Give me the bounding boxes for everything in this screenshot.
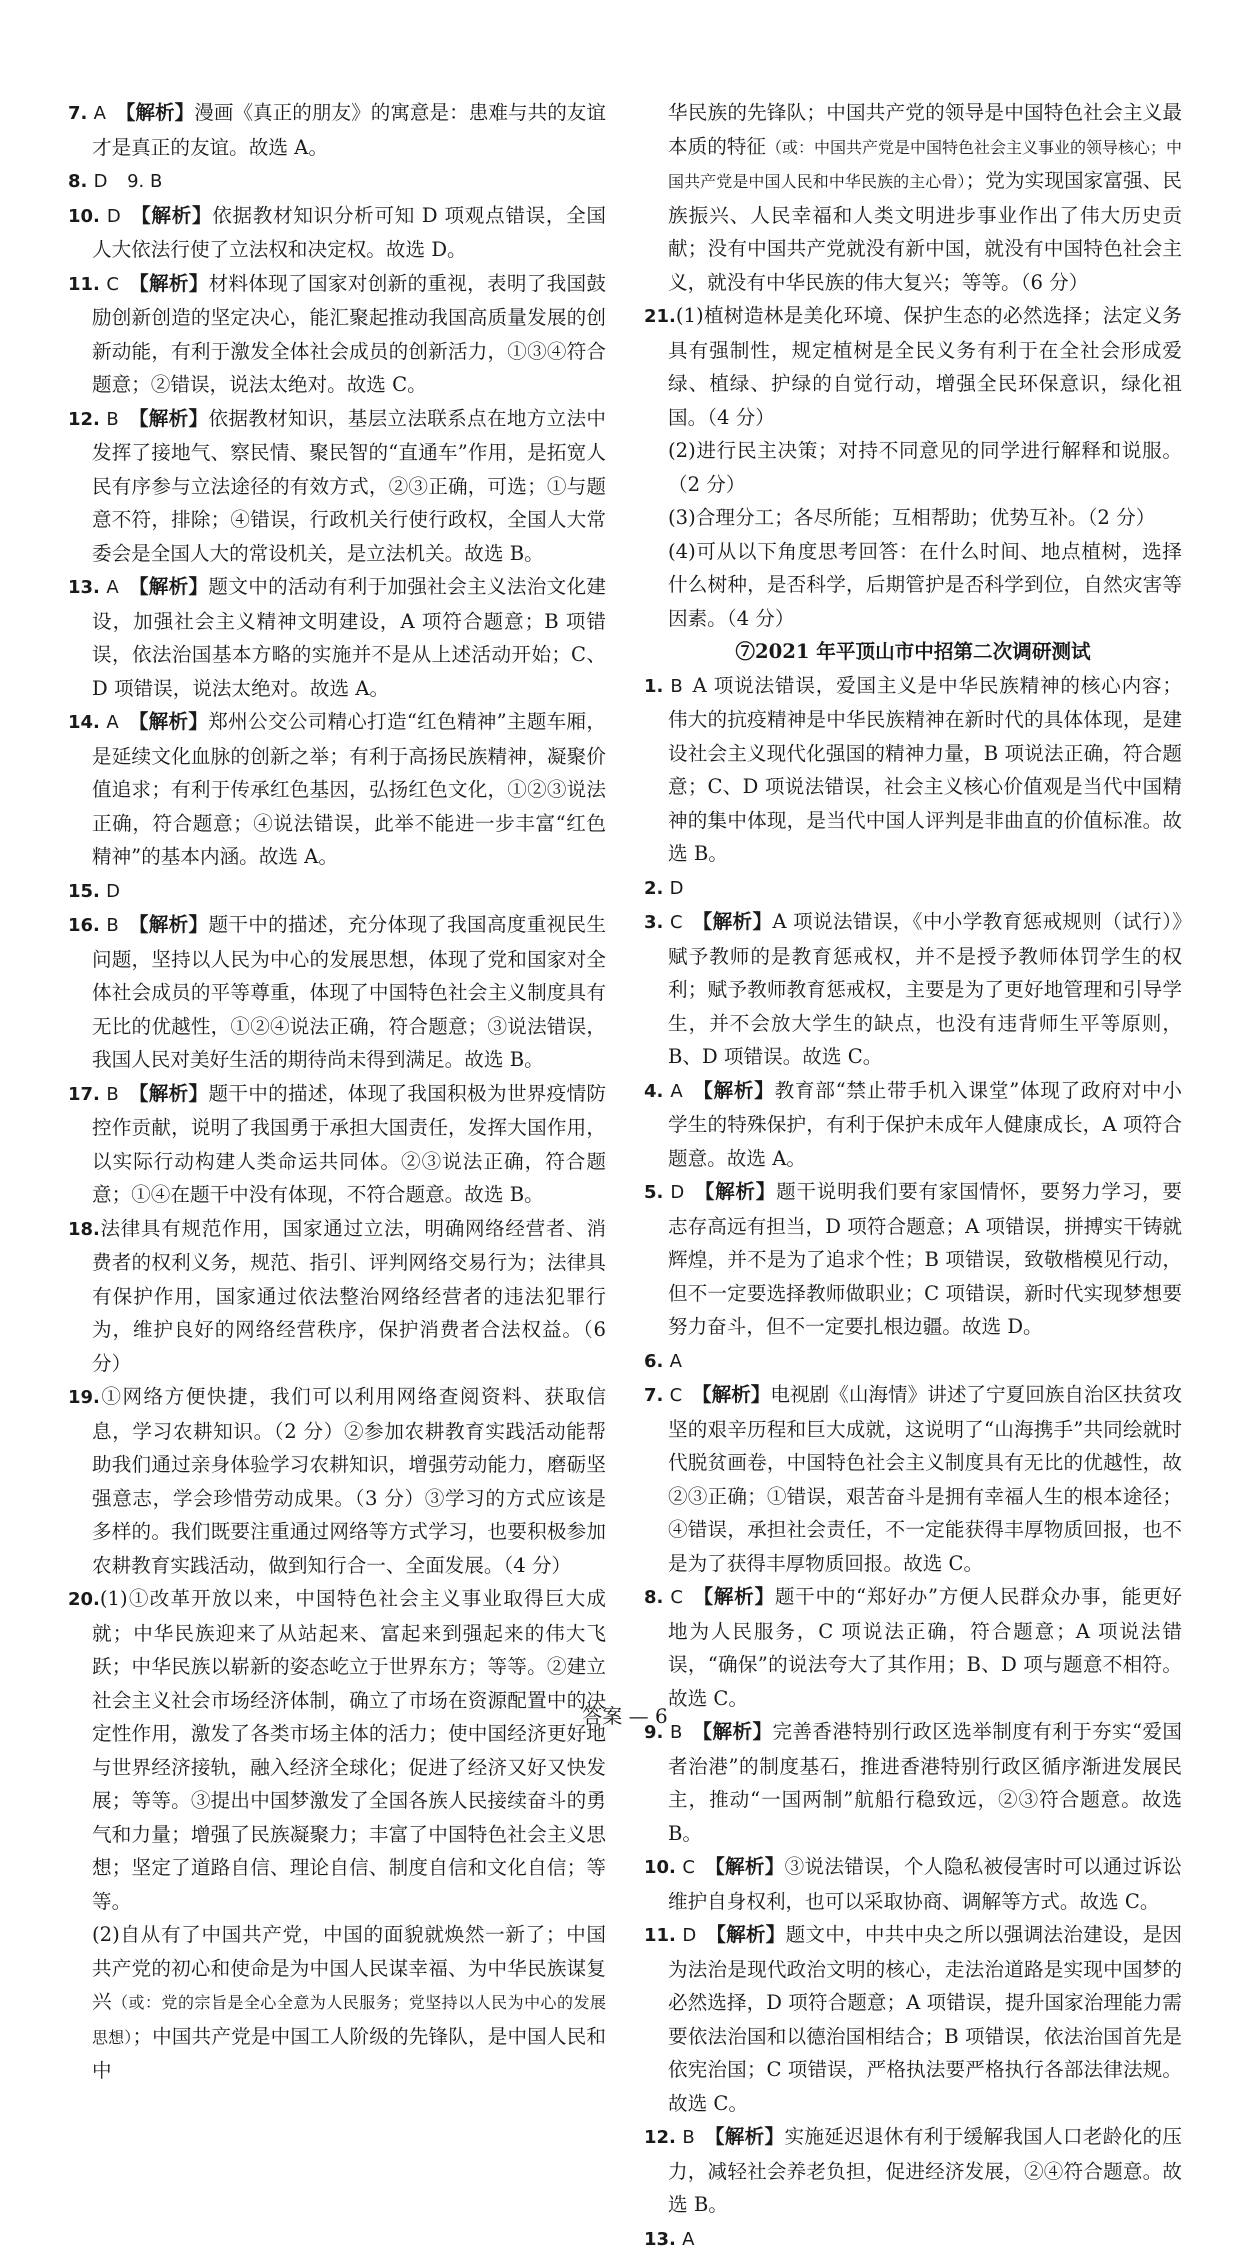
answer-sub-paragraph	[68, 1918, 606, 2088]
item-text: 电视剧《山海情》讲述了宁夏回族自治区扶贫攻坚的艰辛历程和巨大成就，这说明了“山海携手”共同绘就时代脱贫画卷，中国特色社会主义制度具有无比的优越性，故②③正确；①错误，艰苦奋斗是拥有幸福人生的根本途径；④错误，承担社会责任，不一定能获得丰厚物质回报，也不是为了获得丰厚物质回报。故选 C。	[668, 1383, 1182, 1575]
sub-rest: ；中国共产党是中国工人阶级的先锋队，是中国人民和中	[92, 2025, 606, 2083]
item-answer: D	[94, 171, 108, 192]
item-answer: C	[682, 1857, 695, 1878]
item-number: 7.	[68, 103, 87, 124]
item-text: A 项说法错误，《中小学教育惩戒规则（试行）》赋予教师的是教育惩戒权，并不是授予教师体罚学生的权利；赋予教师教育惩戒权，主要是为了更好地管理和引导学生，并不会放大学生的缺点，也没有违背师生平等原则，B、D 项错误。故选 C。	[668, 910, 1182, 1068]
analysis-tag: 【解析】	[130, 204, 212, 227]
item-text: (1)①改革开放以来，中国特色社会主义事业取得巨大成就；中华民族迎来了从站起来、富起来到强起来的伟大飞跃；中华民族以崭新的姿态屹立于世界东方；等等。②建立社会主义社会市场经济体制，确立了市场在资源配置中的决定性作用，激发了各类市场主体的活力；使中国经济更好地与世界经济接轨，融入经济全球化；促进了经济又好又快发展；等等。③提出中国梦激发了全国各族人民接续奋斗的勇气和力量；增强了民族凝聚力；丰富了中国特色社会主义思想；坚定了道路自信、理论自信、制度自信和文化自信；等等。	[92, 1587, 606, 1913]
item-text: 题文中，中共中央之所以强调法治建设，是因为法治是现代政治文明的核心，走法治道路是实现中国梦的必然选择，D 项符合题意；A 项错误，提升国家治理能力需要依法治国和以德治国相结合；B 项错误，依法治国首先是依宪治国；C 项错误，严格执法要严格执行各部法律法规。故选 C。	[668, 1923, 1182, 2115]
item-number: 20.	[68, 1589, 100, 1610]
item-text: 完善香港特别行政区选举制度有利于夯实“爱国者治港”的制度基石，推进香港特别行政区循序渐进发展民主，推动“一国两制”航船行稳致远，②③符合题意。故选 B。	[668, 1720, 1182, 1845]
answer-sub-paragraph	[644, 501, 1182, 535]
item-number: 13.	[644, 2229, 676, 2250]
item-answer: A	[670, 1081, 682, 1102]
answer-item	[644, 2120, 1182, 2222]
item-answer: A	[106, 712, 118, 733]
answer-item	[68, 908, 606, 1077]
answer-item	[644, 871, 1182, 906]
item-number: 8.	[644, 1587, 663, 1608]
item-text: 教育部“禁止带手机入课堂”体现了政府对中小学生的特殊保护，有利于保护未成年人健康成长，A 项符合题意。故选 A。	[668, 1079, 1182, 1170]
item-number: 10.	[644, 1857, 676, 1878]
item-text: 实施延迟退休有利于缓解我国人口老龄化的压力，减轻社会养老负担，促进经济发展，②④符合题意。故选 B。	[668, 2125, 1182, 2216]
item-number: 14.	[68, 712, 100, 733]
item-number: 18.	[68, 1219, 100, 1240]
item-number: 12.	[644, 2127, 676, 2148]
answer-item	[644, 299, 1182, 434]
sub-text: (4)可从以下角度思考回答：在什么时间、地点植树，选择什么树种，是否科学，后期管护是否科学到位，自然灾害等因素。（4 分）	[668, 540, 1182, 630]
answer-item	[68, 1212, 606, 1381]
item-answer: A	[94, 103, 106, 124]
item-text: 题干中的描述，体现了我国积极为世界疫情防控作贡献，说明了我国勇于承担大国责任，发挥大国作用，以实际行动构建人类命运共同体。②③说法正确，符合题意；①④在题干中没有体现，不符合题意。故选 B。	[92, 1082, 606, 1207]
item-text: 题干说明我们要有家国情怀，要努力学习，要志存高远有担当，D 项符合题意；A 项错误，拼搏实干铸就辉煌，并不是为了追求个性；B 项错误，致敬楷模见行动，但不一定要选择教师做职业；C 项错误，新时代实现梦想要努力奋斗，但不一定要扎根边疆。故选 D。	[668, 1180, 1182, 1338]
answer-item	[644, 1850, 1182, 1918]
analysis-tag: 【解析】	[692, 910, 772, 933]
item-answer: D	[682, 1925, 696, 1946]
sub-text: (2)自从有了中国共产党，中国的面貌就焕然一新了；中国共产党的初心和使命是为中国人民谋幸福、为中华民族谋复兴	[92, 1923, 606, 2013]
answer-item	[644, 1175, 1182, 1344]
analysis-tag: 【解析】	[692, 1720, 772, 1743]
item-number: 17.	[68, 1084, 100, 1105]
section-title: ⑦2021 年平顶山市中招第二次调研测试	[644, 635, 1182, 669]
answer-item	[644, 1918, 1182, 2120]
item-number: 19.	[68, 1387, 100, 1408]
item-answer: A	[106, 577, 118, 598]
item-text: 题干中的“郑好办”方便人民群众办事，能更好地为人民服务，C 项说法正确，符合题意；A 项说法错误，“确保”的说法夸大了其作用；B、D 项与题意不相符。故选 C。	[668, 1585, 1182, 1710]
item-answer: A	[682, 2229, 694, 2250]
page-footer: 答案 — 6	[0, 1700, 1250, 1729]
left-column	[68, 96, 606, 2088]
item-number: 9.	[644, 1722, 663, 1743]
answer-sub-paragraph	[644, 434, 1182, 501]
item-answer: D	[106, 881, 120, 902]
item-answer: B	[670, 676, 682, 697]
answer-item	[68, 199, 606, 267]
item-text: 法律具有规范作用，国家通过立法，明确网络经营者、消费者的权利义务，规范、指引、评判网络交易行为；法律具有保护作用，国家通过依法整治网络经营者的违法犯罪行为，维护良好的网络经营秩序，保护消费者合法权益。（6 分）	[92, 1217, 606, 1375]
item-number: 7.	[644, 1385, 663, 1406]
analysis-tag: 【解析】	[692, 1383, 770, 1406]
analysis-tag: 【解析】	[706, 1923, 786, 1946]
item-answer: D	[670, 878, 684, 899]
analysis-tag: 【解析】	[705, 1855, 785, 1878]
item-text: (1)植树造林是美化环境、保护生态的必然选择；法定义务具有强制性，规定植树是全民义务有利于在全社会形成爱绿、植绿、护绿的自觉行动，增强全民环保意识，绿化祖国。（4 分）	[668, 304, 1182, 429]
item-text: 题文中的活动有利于加强社会主义法治文化建设，加强社会主义精神文明建设，A 项符合题意；B 项错误，依法治国基本方略的实施并不是从上述活动开始；C、D 项错误，说法太绝对。故选 A。	[92, 575, 606, 700]
item-text: 郑州公交公司精心打造“红色精神”主题车厢，是延续文化血脉的创新之举；有利于高扬民族精神，凝聚价值追求；有利于传承红色基因，弘扬红色文化，①②③说法正确，符合题意；④说法错误，此举不能进一步丰富“红色精神”的基本内涵。故选 A。	[92, 710, 606, 868]
answer-item	[68, 1582, 606, 1918]
item-answer: B	[106, 1084, 118, 1105]
answer-item	[68, 570, 606, 705]
analysis-tag: 【解析】	[129, 1082, 209, 1105]
item-text: ①网络方便快捷，我们可以利用网络查阅资料、获取信息，学习农耕知识。（2 分）②参加农耕教育实践活动能帮助我们通过亲身体验学习农耕知识，增强劳动能力，磨砺坚强意志，学会珍惜劳动成果。（3 分）③学习的方式应该是多样的。我们既要注重通过网络等方式学习，也要积极参加农耕教育实践活动，做到知行合一、全面发展。（4 分）	[92, 1385, 606, 1577]
item-answer: C	[106, 274, 119, 295]
answer-item	[644, 2222, 1182, 2256]
item-text: 依据教材知识分析可知 D 项观点错误，全国人大依法行使了立法权和决定权。故选 D。	[92, 204, 606, 262]
analysis-tag: 【解析】	[693, 1585, 775, 1608]
analysis-tag: 【解析】	[129, 575, 209, 598]
item-text: 漫画《真正的朋友》的寓意是：患难与共的友谊才是真正的友谊。故选 A。	[92, 101, 606, 159]
item-answer: B	[682, 2127, 694, 2148]
item-answer: B	[106, 409, 118, 430]
item-text: ③说法错误，个人隐私被侵害时可以通过诉讼维护自身权利，也可以采取协商、调解等方式。故选 C。	[668, 1855, 1182, 1913]
answer-item	[644, 905, 1182, 1074]
item-number: 11.	[68, 274, 100, 295]
item-number: 8.	[68, 171, 87, 192]
answer-item	[68, 1380, 606, 1582]
answer-sub-paragraph	[644, 96, 1182, 299]
answer-item	[644, 669, 1182, 871]
item-answer: A	[670, 1351, 682, 1372]
item-number: 13.	[68, 577, 100, 598]
answer-item	[68, 705, 606, 874]
answer-item	[68, 96, 606, 164]
item-number: 16.	[68, 915, 100, 936]
item-number: 4.	[644, 1081, 663, 1102]
analysis-tag: 【解析】	[692, 1079, 774, 1102]
item-number: 3.	[644, 912, 663, 933]
item-number: 1.	[644, 676, 663, 697]
item-number: 10.	[68, 206, 100, 227]
item-answer: B	[106, 915, 118, 936]
sub-note: （或：中国共产党是中国特色社会主义事业的领导核心；中国共产党是中国人民和中华民族的主心骨）	[668, 138, 1182, 192]
item-answer: D	[670, 1182, 684, 1203]
analysis-tag: 【解析】	[129, 407, 209, 430]
sub-text: (3)合理分工；各尽所能；互相帮助；优势互补。（2 分）	[668, 506, 1155, 529]
item-number: 5.	[644, 1182, 663, 1203]
analysis-tag: 【解析】	[705, 2125, 785, 2148]
analysis-tag: 【解析】	[694, 1180, 776, 1203]
item-answer: D	[107, 206, 121, 227]
right-column	[644, 96, 1182, 2256]
analysis-tag: 【解析】	[116, 101, 194, 124]
answer-item	[644, 1715, 1182, 1850]
item-text: 题干中的描述，充分体现了我国高度重视民生问题，坚持以人民为中心的发展思想，体现了党和国家对全体社会成员的平等尊重，体现了中国特色社会主义制度具有无比的优越性，①②④说法正确，符合题意；③说法错误，我国人民对美好生活的期待尚未得到满足。故选 B。	[92, 913, 606, 1071]
sub-text: (2)进行民主决策；对持不同意见的同学进行解释和说服。（2 分）	[668, 439, 1182, 496]
item-number: 2.	[644, 878, 663, 899]
item-number: 12.	[68, 409, 100, 430]
answer-item	[68, 874, 606, 909]
sub-note: （或：党的宗旨是全心全意为人民服务；党坚持以人民为中心的发展思想）	[92, 1993, 606, 2047]
item-text: 材料体现了国家对创新的重视，表明了我国鼓励创新创造的坚定决心，能汇聚起推动我国高质量发展的创新动能，有利于激发全体社会成员的创新活力，①③④符合题意；②错误，说法太绝对。故选 C。	[92, 272, 606, 397]
item-answer: B	[670, 1722, 682, 1743]
item-answer: C	[670, 912, 683, 933]
item-number: 21.	[644, 306, 676, 327]
analysis-tag: 【解析】	[129, 913, 209, 936]
answer-item	[68, 164, 606, 199]
item-number: 11.	[644, 1925, 676, 1946]
answer-item	[68, 1077, 606, 1212]
item-number: 15.	[68, 881, 100, 902]
item-extra: 9. B	[127, 171, 162, 192]
item-answer: C	[670, 1385, 683, 1406]
answer-item	[644, 1378, 1182, 1580]
answer-item	[68, 402, 606, 571]
answer-item	[644, 1074, 1182, 1176]
answer-item	[644, 1344, 1182, 1379]
item-text: A 项说法错误，爱国主义是中华民族精神的核心内容；伟大的抗疫精神是中华民族精神在新时代的具体体现，是建设社会主义现代化强国的精神力量，B 项说法正确，符合题意；C、D 项说法错误，社会主义核心价值观是当代中国精神的集中体现，是当代中国人评判是非曲直的价值标准。故选 B。	[668, 674, 1182, 866]
item-answer: C	[670, 1587, 683, 1608]
answer-item	[644, 1580, 1182, 1715]
sub-rest: ；党为实现国家富强、民族振兴、人民幸福和人类文明进步事业作出了伟大历史贡献；没有中国共产党就没有新中国，就没有中国特色社会主义，就没有中华民族的伟大复兴；等等。（6 分）	[668, 169, 1182, 294]
answer-sub-paragraph	[644, 535, 1182, 636]
item-number: 6.	[644, 1351, 663, 1372]
analysis-tag: 【解析】	[129, 272, 209, 295]
sub-text: 华民族的先锋队；中国共产党的领导是中国特色社会主义最本质的特征	[668, 101, 1182, 158]
analysis-tag: 【解析】	[129, 710, 209, 733]
item-text: 依据教材知识，基层立法联系点在地方立法中发挥了接地气、察民情、聚民智的“直通车”作用，是拓宽人民有序参与立法途径的有效方式，②③正确，可选；①与题意不符，排除；④错误，行政机关行使行政权，全国人大常委会是全国人大的常设机关，是立法机关。故选 B。	[92, 407, 606, 565]
answer-item	[68, 267, 606, 402]
